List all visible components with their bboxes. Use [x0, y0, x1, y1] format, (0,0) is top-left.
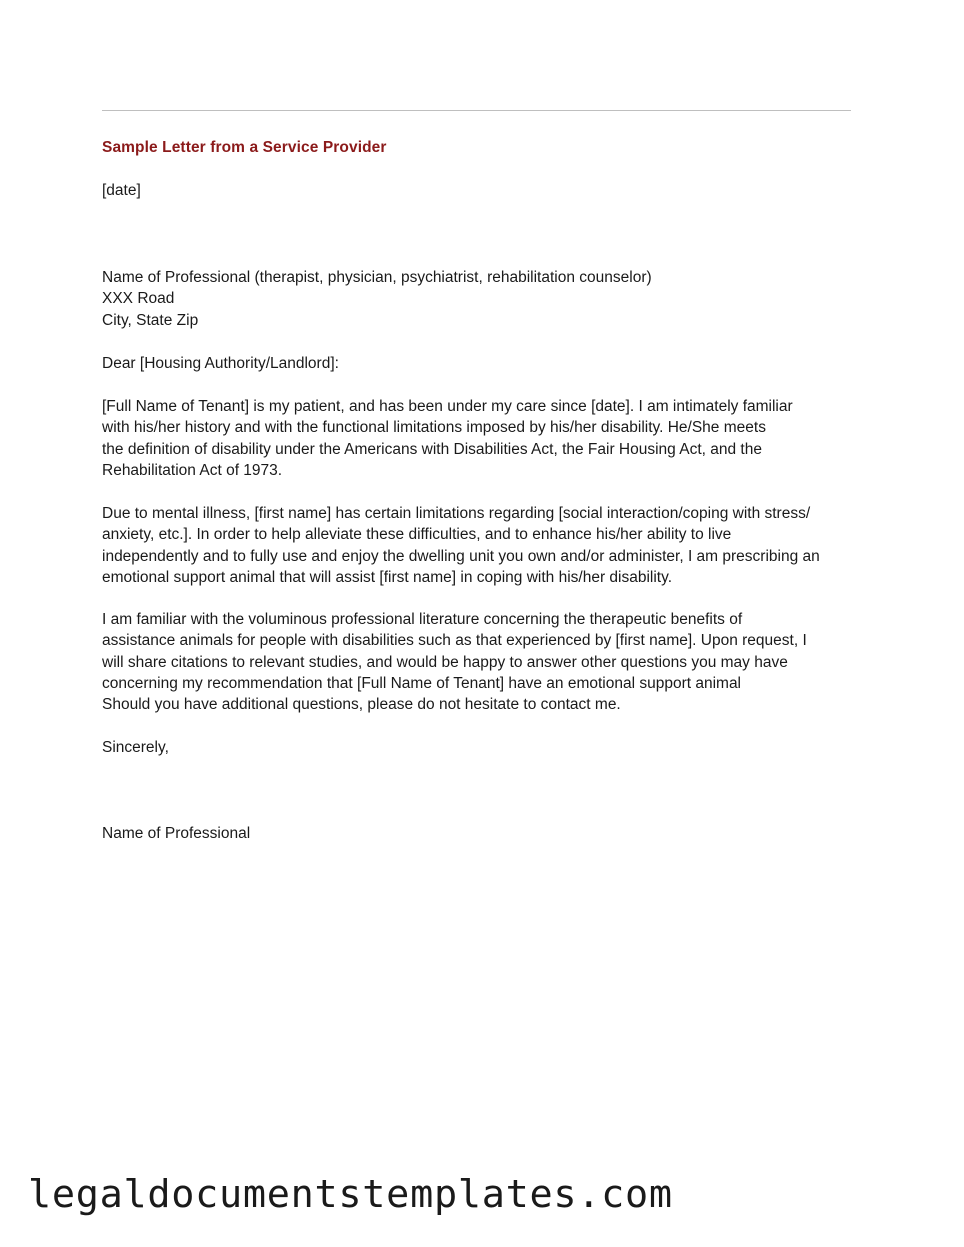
paragraph-line: with his/her history and with the functional limitations imposed by his/her disability. He/She meets: [102, 419, 766, 437]
signature-name: Name of Professional: [102, 825, 251, 842]
site-watermark: legaldocumentstemplates.com: [28, 1172, 673, 1217]
closing: [102, 737, 862, 758]
paragraph-line: the definition of disability under the Americans with Disabilities Act, the Fair Housing Act, and the: [102, 440, 762, 458]
sender-city: City, State Zip: [102, 311, 199, 329]
sender-address-block: [102, 267, 862, 331]
date-line: [date]: [102, 182, 141, 199]
header-divider: [102, 110, 851, 111]
paragraph-1: [102, 396, 862, 481]
sender-street: XXX Road: [102, 290, 175, 308]
closing-line: Sincerely,: [102, 739, 169, 756]
paragraph-line: emotional support animal that will assist [first name] in coping with his/her disability.: [102, 568, 673, 586]
salutation-line: Dear [Housing Authority/Landlord]:: [102, 355, 339, 372]
document-title: Sample Letter from a Service Provider: [102, 139, 387, 156]
salutation: [102, 353, 862, 374]
paragraph-line: Should you have additional questions, please do not hesitate to contact me.: [102, 696, 621, 714]
paragraph-line: Rehabilitation Act of 1973.: [102, 461, 283, 479]
paragraph-line: assistance animals for people with disabilities such as that experienced by [first name]. Upon request, I: [102, 632, 807, 650]
paragraph-line: will share citations to relevant studies, and would be happy to answer other questions you may have: [102, 653, 788, 671]
paragraph-line: anxiety, etc.]. In order to help alleviate these difficulties, and to enhance his/her ability to live: [102, 526, 732, 544]
paragraph-line: [Full Name of Tenant] is my patient, and has been under my care since [date]. I am intimately familiar: [102, 398, 793, 415]
paragraph-line: concerning my recommendation that [Full Name of Tenant] have an emotional support animal: [102, 674, 742, 692]
signature-block: [102, 823, 862, 844]
paragraph-line: Due to mental illness, [first name] has certain limitations regarding [social interaction/coping with stress/: [102, 505, 811, 522]
sender-name: Name of Professional (therapist, physician, psychiatrist, rehabilitation counselor): [102, 269, 652, 286]
paragraph-line: I am familiar with the voluminous professional literature concerning the therapeutic benefits of: [102, 611, 743, 628]
paragraph-2: [102, 503, 862, 588]
paragraph-line: independently and to fully use and enjoy the dwelling unit you own and/or administer, I am prescribing an: [102, 547, 820, 565]
paragraph-3: [102, 609, 862, 715]
letter-date: [102, 180, 862, 201]
